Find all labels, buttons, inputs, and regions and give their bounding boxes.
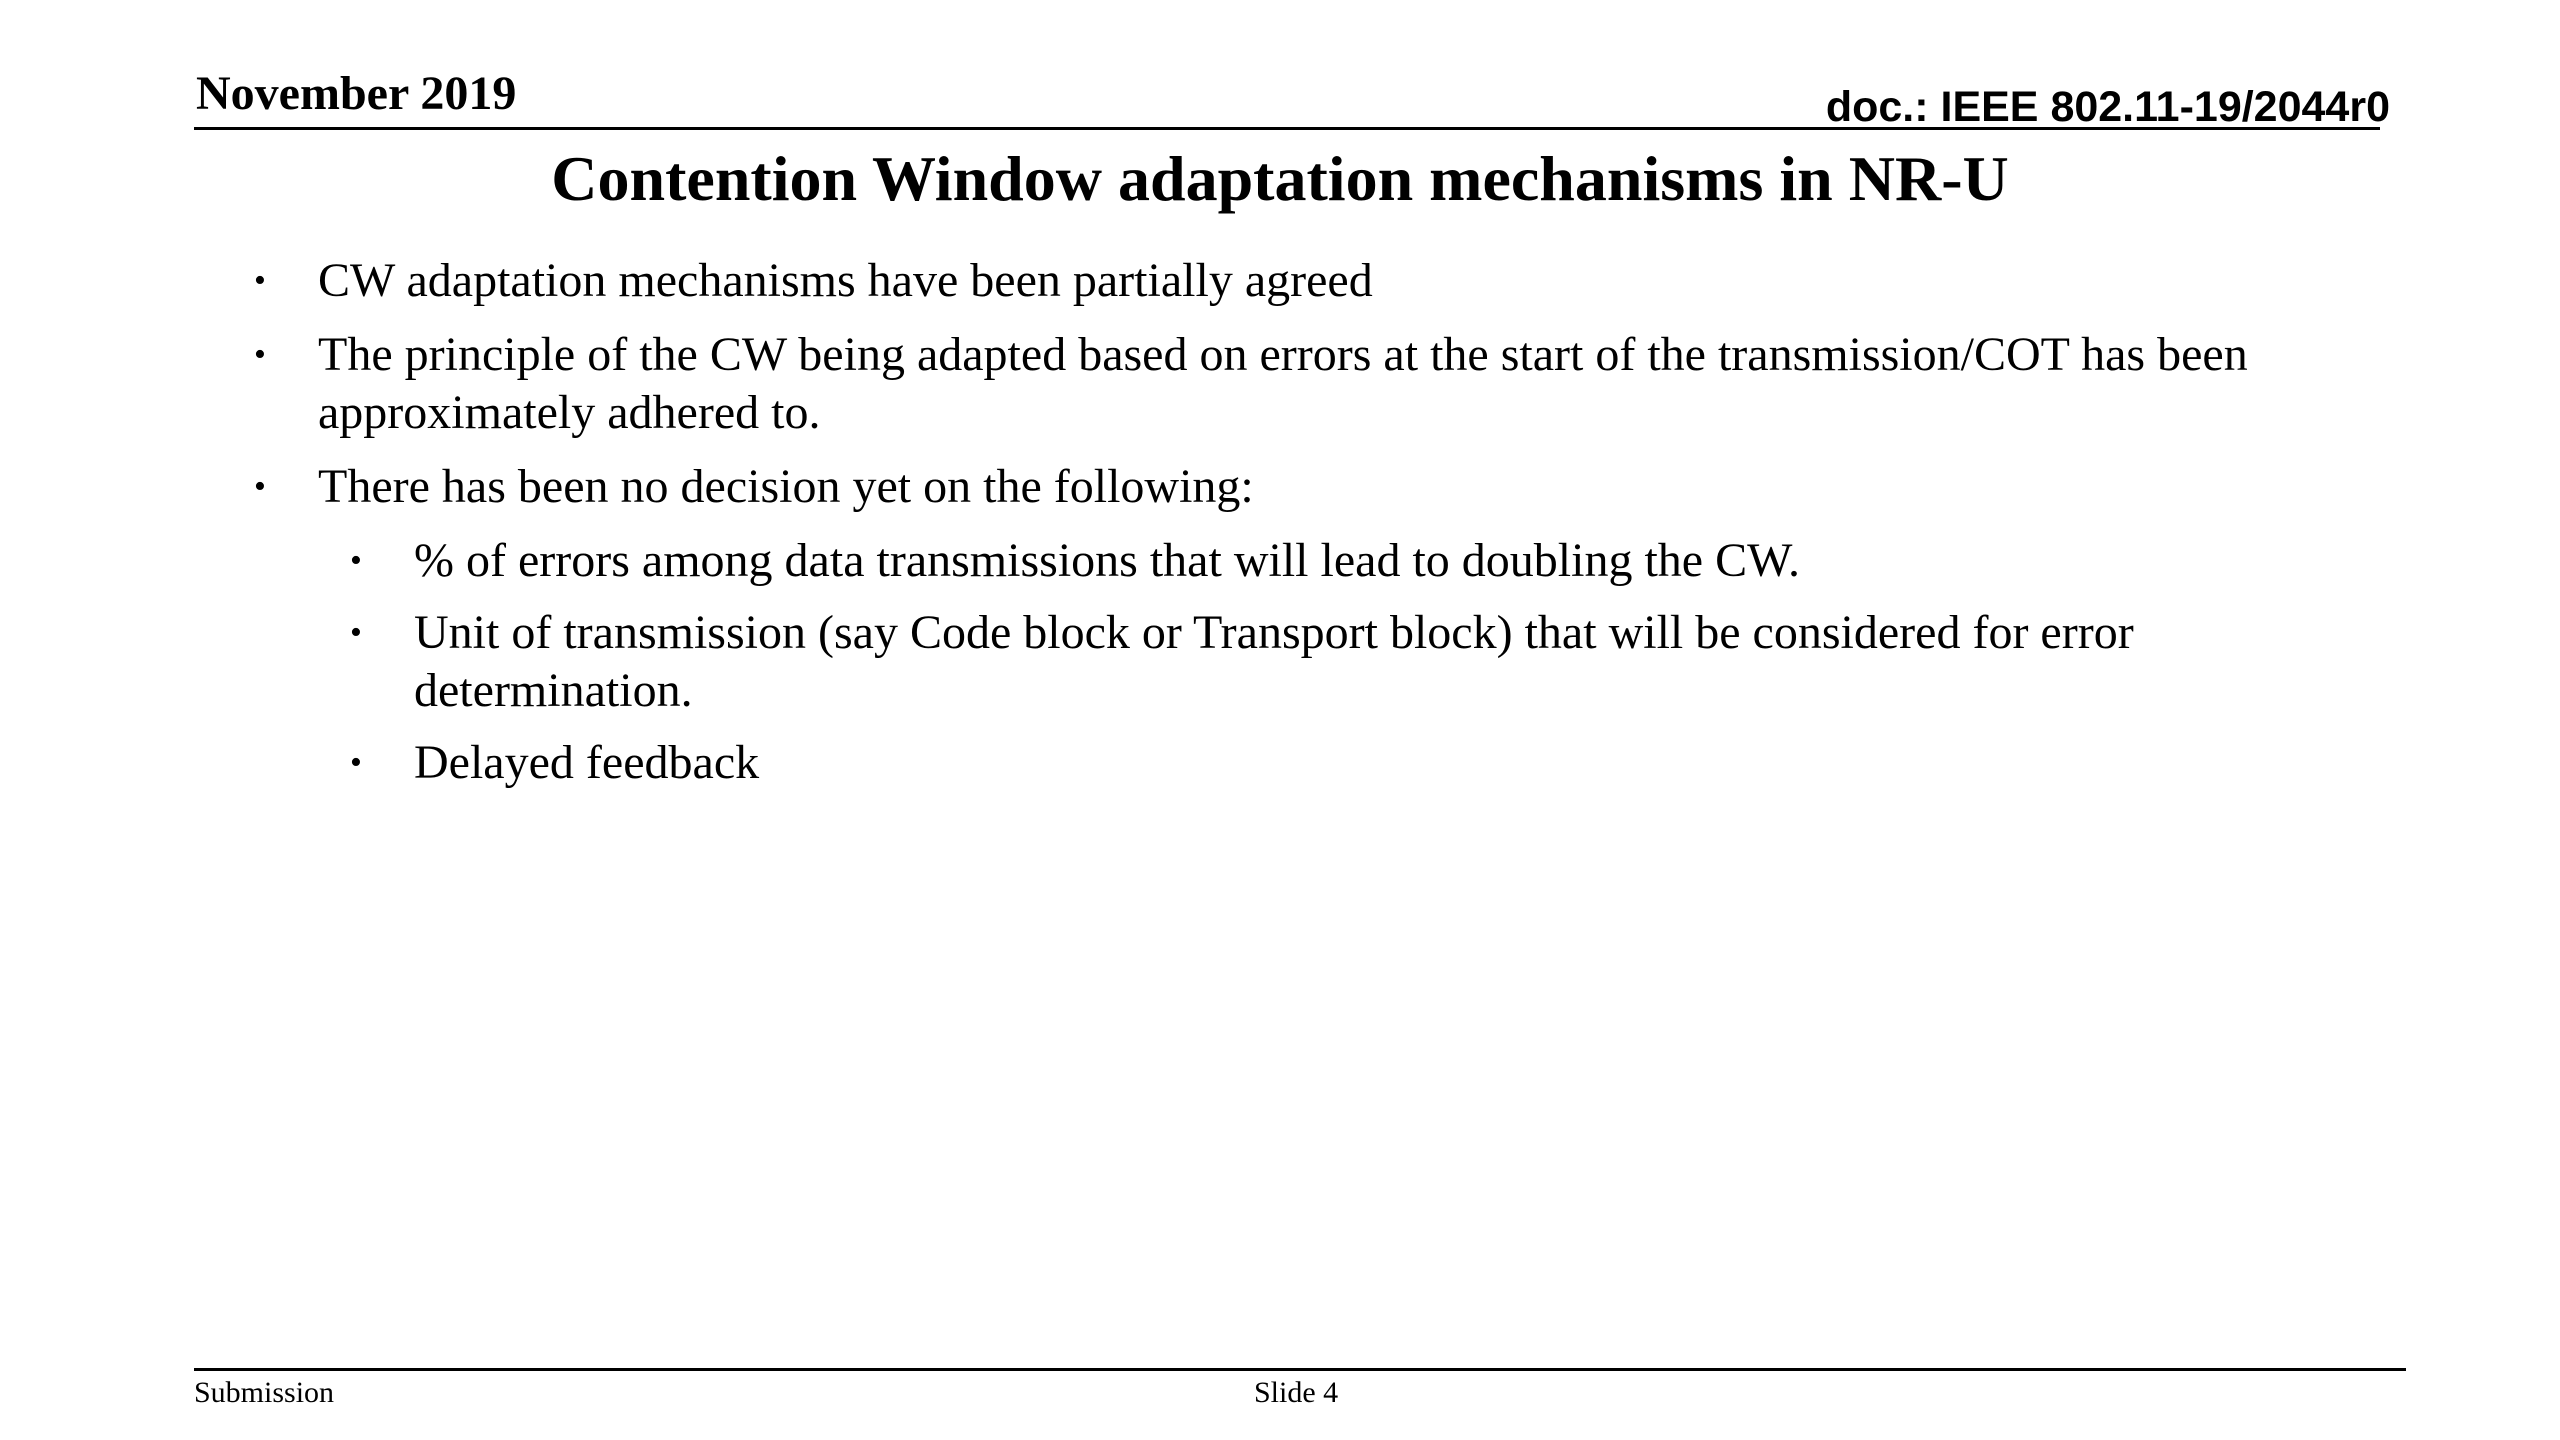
header-date: November 2019 (196, 67, 517, 120)
bullet-marker: • (350, 542, 362, 579)
bullet-list (0, 252, 2560, 806)
bullet-item (254, 326, 2338, 442)
bullet-text: % of errors among data transmissions that will lead to doubling the CW. (414, 534, 1800, 587)
header-divider (194, 127, 2380, 130)
bullet-item (254, 458, 2338, 516)
sub-bullet-item (350, 734, 2314, 792)
bullet-marker: • (254, 468, 266, 505)
header-doc-id: doc.: IEEE 802.11-19/2044r0 (1825, 83, 2390, 131)
sub-bullet-item (350, 604, 2314, 720)
bullet-marker: • (350, 614, 362, 651)
bullet-item (254, 252, 2338, 310)
slide-title: Contention Window adaptation mechanisms in NR-U (551, 143, 2009, 214)
sub-bullet-item (350, 532, 2314, 590)
bullet-text: CW adaptation mechanisms have been partially agreed (318, 254, 1373, 307)
bullet-text: Delayed feedback (414, 736, 760, 789)
footer-divider (194, 1368, 2406, 1371)
bullet-marker: • (254, 262, 266, 299)
footer-submission: Submission (194, 1376, 335, 1409)
bullet-text: Unit of transmission (say Code block or Transport block) that will be considered for error determination. (414, 606, 2134, 717)
bullet-text: The principle of the CW being adapted based on errors at the start of the transmission/COT has been approximately adhered to. (318, 328, 2248, 439)
bullet-marker: • (350, 744, 362, 781)
bullet-marker: • (254, 336, 266, 373)
footer-slide-number: Slide 4 (1254, 1376, 1339, 1409)
bullet-text: There has been no decision yet on the following: (318, 460, 1254, 513)
